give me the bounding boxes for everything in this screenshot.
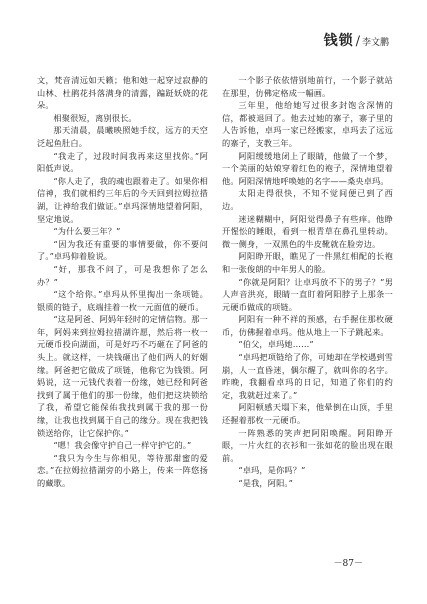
right-column	[222, 74, 393, 490]
paragraph: “我走了，过段时间我再来这里找你。”阿阳低声说。	[37, 150, 208, 174]
paragraph: 那天清晨，晨曦映照她手纹，远方的天空泛起鱼肚白。	[37, 125, 208, 148]
paragraph: 阿阳顿感天塌下来，他晕倒在山顶，手里还握着那枚一元硬币。	[222, 402, 393, 426]
paragraph: “因为我还有重要的事情要做，你不要问了。”卓玛仰着脸说。	[37, 238, 208, 262]
paragraph: 阿阳睁开眼，瞧见了一件黑红相配的长袍和一张俊朗的中年男人的脸。	[222, 251, 393, 274]
paragraph: 太阳走得很快，不知不觉间便已到了西边。	[222, 188, 393, 211]
paragraph: 阿阳有一种不祥的预感，右手握住那枚硬币，仿佛握着卓玛。他从地上一下子跳起来。	[222, 314, 393, 337]
header-title: 钱锁	[323, 33, 354, 49]
paragraph: 三年里，他给她写过很多封饱含深情的信，都被退回了。他去过她的寨子，寨子里的人告诉他，卓玛一家已经搬家，卓玛去了远远的寨子，支教三年。	[222, 100, 393, 148]
header-separator: /	[355, 34, 360, 49]
header-author: 李文鹏	[361, 38, 389, 48]
paragraph: “卓玛，是你吗？”	[238, 465, 306, 476]
paragraph: “我只为今生与你相见，等待那甜蜜的爱恋。”在拉姆拉措湖旁的小路上，传来一阵悠扬的藏歌。	[37, 452, 208, 488]
paragraph: “你就是阿阳？让卓玛放不下的男子？”男人声音洪亮，眼睛一直盯着阿阳脖子上那条一元硬币做成的项链。	[222, 276, 393, 312]
paragraph: 一阵熟悉的笑声把阿阳唤醒。阿阳睁开眼，一片火红的衣衫和一张如花的脸出现在眼前。	[222, 427, 393, 463]
paragraph: 相聚很短，离别很长。	[53, 112, 137, 123]
paragraph: “这是阿爸、阿妈年轻时的定情信物。那一年，阿妈来到拉姆拉措湖许愿，然后将一枚一元硬币投向湖面，可是好巧不巧砸在了阿爸的头上。就这样，一块钱砸出了他们两人的好姻缘。阿爸把它做成了项链，他称它为钱锁。阿妈说，这一元钱代表着一份缘，她已经和阿爸找到了属于他们的那一份缘，他们把这块锁给了我，希望它能保佑我找到属于我的那一份缘，让我也找到属于自己的缘分。现在我把钱锁送给你，让它保护你。”	[37, 314, 208, 438]
paragraph: “嗯！我会像守护自己一样守护它的。”	[53, 440, 192, 451]
paragraph: “卓玛把项链给了你，可她却在学校遇到雪崩，人一直昏迷，偶尔醒了，就叫你的名字。昨晚，我翻看卓玛的日记，知道了你们的约定，我就赶过来了。”	[222, 352, 393, 400]
paragraph: “是我，阿阳。”	[238, 478, 293, 488]
paragraph: “好，那我不问了，可是我想你了怎么办？”	[37, 263, 208, 287]
paragraph: 迷迷糊糊中，阿阳觉得鼻子有些痒。他睁开惺忪的睡眼，看到一根青草在鼻孔里转动。微一侧身，一双黑色的牛皮靴就在脸旁边。	[222, 213, 393, 249]
paragraph: 阿阳缓缓地闭上了眼睛，他做了一个梦，一个美丽的姑娘穿着红色的袍子，深情地望着他。阿阳深情地呼唤她的名字——桑央卓玛。	[222, 150, 393, 186]
article-body	[37, 74, 393, 490]
paragraph: “你人走了，我的魂也跟着走了。如果你相信神，我们就相约三年后的今天回到拉姆拉措湖，让神给我们做证。”卓玛深情地望着阿阳，坚定地说。	[37, 175, 208, 224]
paragraph: 一个影子依依惜别地前行，一个影子就站在那里，仿佛定格成一幅画。	[222, 75, 393, 98]
paragraph: “这个给你。”卓玛从怀里掏出一条项链。银质的链子，底端挂着一枚一元面值的硬币。	[37, 289, 208, 312]
paragraph: “伯父，卓玛她……”	[238, 339, 314, 350]
left-column	[37, 74, 208, 490]
paragraph: “为什么要三年？”	[53, 226, 121, 237]
page-number: －87－	[333, 559, 363, 569]
paragraph: 文，梵音清远如天籁；他和她一起穿过寂静的山林、杜鹃花抖落满身的清露，蹁跹妖娆的花朵。	[37, 75, 208, 111]
running-header	[324, 30, 389, 50]
